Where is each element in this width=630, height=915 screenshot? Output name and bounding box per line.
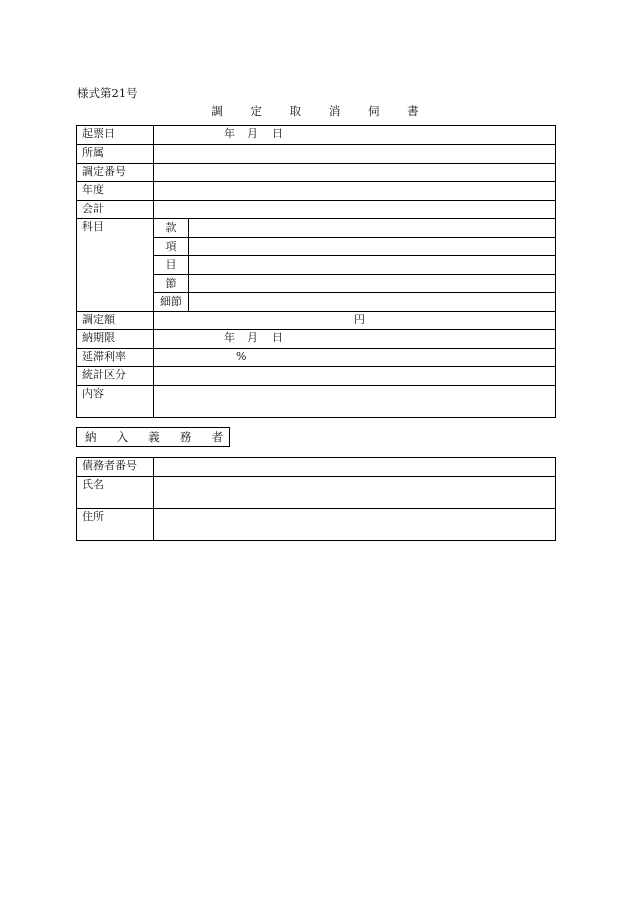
- payer-header-char: 入: [116, 430, 129, 444]
- row-account: [77, 201, 556, 219]
- payer-header-char: 義: [148, 430, 160, 444]
- row-stat-category: [77, 367, 556, 386]
- row-debtor-no: [77, 458, 556, 477]
- main-form-table: [76, 125, 556, 418]
- payer-table: [76, 457, 556, 541]
- address-field[interactable]: [154, 509, 556, 541]
- fiscal-year-field[interactable]: [154, 182, 556, 201]
- year-unit: 年: [224, 331, 235, 344]
- payer-header-char: 者: [211, 430, 223, 444]
- row-contents: [77, 386, 556, 418]
- account-label: 会計: [77, 201, 154, 219]
- subject-setsu-field[interactable]: [189, 275, 556, 293]
- subject-part-label: 細節: [154, 293, 189, 312]
- affiliation-field[interactable]: [154, 145, 556, 164]
- due-date-field[interactable]: [154, 330, 556, 349]
- contents-label: 内容: [77, 386, 154, 418]
- stat-category-label: 統計区分: [77, 367, 154, 386]
- subject-moku-field[interactable]: [189, 256, 556, 275]
- contents-field[interactable]: [154, 386, 556, 418]
- month-unit: 月: [247, 331, 258, 344]
- document-title: 調 定 取 消 伺 書: [211, 104, 431, 118]
- subject-label: 科目: [77, 219, 154, 312]
- day-unit: 日: [272, 127, 283, 140]
- address-label: 住所: [77, 509, 154, 541]
- row-subject-kan: [77, 219, 556, 238]
- name-field[interactable]: [154, 477, 556, 509]
- subject-part-label: 項: [154, 238, 189, 256]
- fiscal-year-label: 年度: [77, 182, 154, 201]
- stat-category-field[interactable]: [154, 367, 556, 386]
- late-rate-field[interactable]: [154, 349, 556, 367]
- payer-section-header: [76, 427, 230, 447]
- affiliation-label: 所属: [77, 145, 154, 164]
- debtor-no-label: 債務者番号: [77, 458, 154, 477]
- row-due-date: [77, 330, 556, 349]
- issue-date-label: 起票日: [77, 126, 154, 145]
- row-issue-date: [77, 126, 556, 145]
- form-number: 様式第21号: [77, 86, 138, 100]
- row-name: [77, 477, 556, 509]
- subject-kan-field[interactable]: [189, 219, 556, 238]
- amount-field[interactable]: [154, 312, 556, 330]
- name-label: 氏名: [77, 477, 154, 509]
- due-date-label: 納期限: [77, 330, 154, 349]
- subject-part-label: 節: [154, 275, 189, 293]
- row-late-rate: [77, 349, 556, 367]
- subject-kou-field[interactable]: [189, 238, 556, 256]
- amount-label: 調定額: [77, 312, 154, 330]
- payer-header-char: 納: [85, 430, 97, 444]
- assessment-no-label: 調定番号: [77, 164, 154, 182]
- subject-part-label: 目: [154, 256, 189, 275]
- row-fiscal-year: [77, 182, 556, 201]
- row-address: [77, 509, 556, 541]
- row-affiliation: [77, 145, 556, 164]
- late-rate-label: 延滞利率: [77, 349, 154, 367]
- subject-part-label: 款: [154, 219, 189, 238]
- percent-unit: %: [236, 350, 247, 363]
- day-unit: 日: [272, 331, 283, 344]
- year-unit: 年: [224, 127, 235, 140]
- month-unit: 月: [247, 127, 258, 140]
- subject-saisetsu-field[interactable]: [189, 293, 556, 312]
- issue-date-field[interactable]: [154, 126, 556, 145]
- assessment-no-field[interactable]: [154, 164, 556, 182]
- payer-header-char: 務: [179, 430, 192, 444]
- row-assessment-no: [77, 164, 556, 182]
- yen-unit: 円: [354, 313, 365, 326]
- row-amount: [77, 312, 556, 330]
- debtor-no-field[interactable]: [154, 458, 556, 477]
- account-field[interactable]: [154, 201, 556, 219]
